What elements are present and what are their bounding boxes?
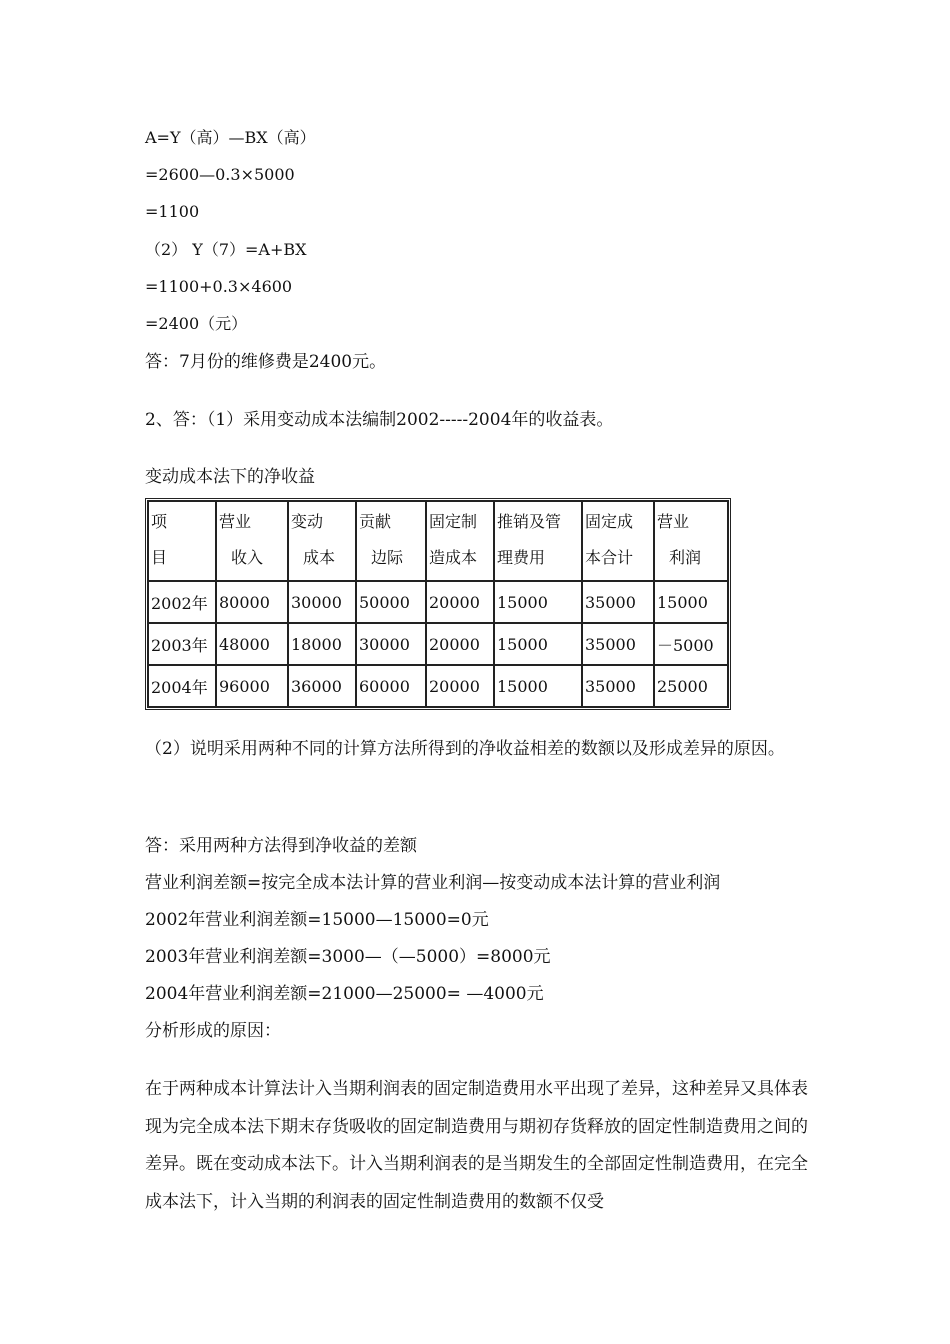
cell-variable-cost: 36000 — [288, 665, 356, 707]
table-row — [148, 665, 728, 707]
table-caption: 变动成本法下的净收益 — [145, 467, 315, 487]
formula-line-1: A=Y（高）—BX（高） — [145, 128, 316, 147]
table-header-row — [148, 501, 728, 581]
cell-fixed-mfg: 20000 — [426, 581, 494, 623]
header-cell: 固定制 造成本 — [426, 501, 494, 581]
answer-line-5: 2004年营业利润差额=21000—25000= —4000元 — [145, 984, 544, 1004]
cell-variable-cost: 18000 — [288, 623, 356, 665]
formula-line-3: =1100 — [145, 202, 200, 221]
answer-july: 答：7月份的维修费是2400元。 — [145, 352, 387, 372]
formula-line-6: =2400（元） — [145, 314, 248, 333]
cell-variable-cost: 30000 — [288, 581, 356, 623]
analysis-paragraph: 在于两种成本计算法计入当期利润表的固定制造费用水平出现了差异，这种差异又具体表现为完全成本法下期末存货吸收的固定制造费用与期初存货释放的固定性制造费用之间的差异。既在变动成本法下。计入当期利润表的是当期发生的全部固定性制造费用，在完全成本法下，计入当期的利润表的固定性制造费用的数额不仅受 — [145, 1079, 808, 1212]
cell-year: 2002年 — [148, 581, 216, 623]
section-2-title: 2、答：（1）采用变动成本法编制2002-----2004年的收益表。 — [145, 410, 614, 430]
answer-line-1: 答：采用两种方法得到净收益的差额 — [145, 836, 417, 856]
header-cell: 推销及管 理费用 — [494, 501, 582, 581]
header-cell: 贡献 边际 — [356, 501, 426, 581]
table-row — [148, 623, 728, 665]
formula-line-2: =2600—0.3×5000 — [145, 165, 295, 184]
table-row — [148, 581, 728, 623]
header-cell: 变动 成本 — [288, 501, 356, 581]
cell-contribution: 30000 — [356, 623, 426, 665]
header-cell: 固定成 本合计 — [582, 501, 654, 581]
cell-selling-admin: 15000 — [494, 665, 582, 707]
income-table — [145, 498, 731, 710]
cell-contribution: 50000 — [356, 581, 426, 623]
cell-fixed-total: 35000 — [582, 623, 654, 665]
header-cell: 营业 收入 — [216, 501, 288, 581]
cell-fixed-total: 35000 — [582, 581, 654, 623]
answer-line-6: 分析形成的原因： — [145, 1021, 281, 1041]
cell-year: 2003年 — [148, 623, 216, 665]
answer-line-2: 营业利润差额=按完全成本法计算的营业利润—按变动成本法计算的营业利润 — [145, 873, 721, 893]
cell-fixed-mfg: 20000 — [426, 623, 494, 665]
header-cell: 项 目 — [148, 501, 216, 581]
cell-selling-admin: 15000 — [494, 623, 582, 665]
cell-contribution: 60000 — [356, 665, 426, 707]
cell-operating-profit: －5000 — [654, 623, 728, 665]
cell-fixed-mfg: 20000 — [426, 665, 494, 707]
answer-line-3: 2002年营业利润差额=15000—15000=0元 — [145, 910, 489, 930]
cell-revenue: 48000 — [216, 623, 288, 665]
header-cell: 营业 利润 — [654, 501, 728, 581]
formula-line-5: =1100+0.3×4600 — [145, 277, 293, 296]
part-2-question: （2）说明采用两种不同的计算方法所得到的净收益相差的数额以及形成差异的原因。 — [145, 739, 785, 759]
formula-line-4: （2） Y（7）=A+BX — [145, 240, 307, 259]
cell-selling-admin: 15000 — [494, 581, 582, 623]
cell-operating-profit: 25000 — [654, 665, 728, 707]
cell-revenue: 80000 — [216, 581, 288, 623]
answer-line-4: 2003年营业利润差额=3000—（—5000）=8000元 — [145, 947, 551, 967]
cell-year: 2004年 — [148, 665, 216, 707]
cell-fixed-total: 35000 — [582, 665, 654, 707]
cell-operating-profit: 15000 — [654, 581, 728, 623]
cell-revenue: 96000 — [216, 665, 288, 707]
